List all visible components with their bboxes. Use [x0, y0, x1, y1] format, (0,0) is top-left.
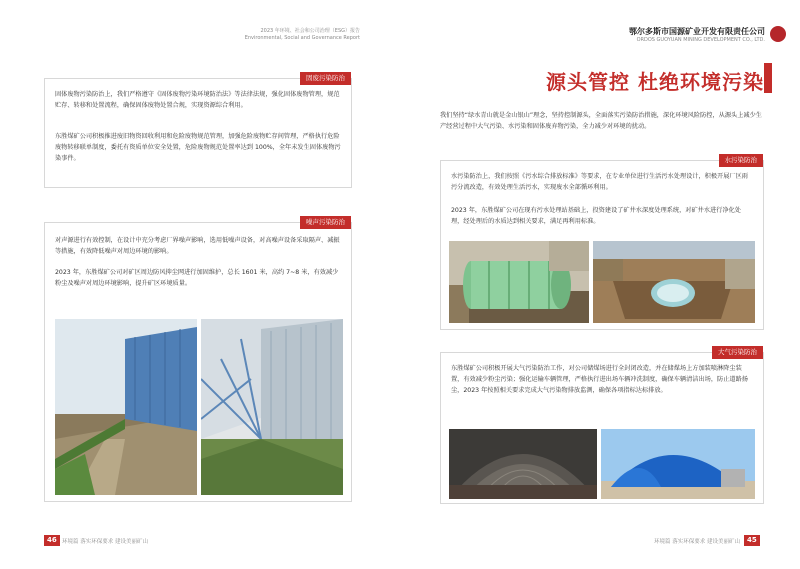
report-header-left [140, 28, 360, 42]
company-logo-icon [770, 26, 786, 42]
noise-body: 对声源进行有效控制，在设计中充分考虑厂界噪声影响，选用低噪声设备，对高噪声设备采取隔声、减振等措施，有效降低噪声对周边环境的影响。 [55, 237, 340, 255]
water-tank-photo [449, 241, 589, 323]
water-card-tab: 水污染防治 [719, 154, 764, 167]
section-title-accent-bar [764, 63, 772, 93]
buried-tank-photo [593, 241, 755, 323]
solid-waste-card-tab: 固废污染防治 [300, 72, 351, 85]
air-card-tab: 大气污染防治 [712, 346, 763, 359]
page-number-right: 45 [744, 535, 760, 546]
windbreak-fence-photo-2 [201, 319, 343, 495]
coal-dome-exterior-photo [601, 429, 755, 499]
noise-card [44, 218, 352, 502]
report-title-cn: 2023 年环境、社会和公司治理（ESG）报告 [260, 28, 360, 34]
company-header [480, 26, 765, 43]
coal-shed-interior-photo [449, 429, 597, 499]
section-title: 源头管控 杜绝环境污染 [546, 70, 764, 94]
section-intro: 我们坚持“绿水青山就是金山银山”理念，坚持控制源头，全面落实污染防治措施，深化环境风险防控，从源头上减少生产经营过程中大气污染、水污染和固体废弃物污染，全力减少对环境的扰动。 [440, 112, 762, 130]
right-footer-label: 环境篇 落实环保要求 建设美丽矿山 [654, 539, 740, 545]
solid-waste-body-2: 东胜煤矿公司积极推进废旧物资回收利用和危险废物规范管理，加强危险废物贮存间管理，严格执行危险废物转移联单制度，委托有资质单位安全处置，危险废物规范处置率达到 100%，全年未发生固体废物污染事件。 [55, 133, 341, 162]
report-title-en: Environmental, Social and Governance Report [244, 35, 360, 41]
windbreak-fence-photo-1 [55, 319, 197, 495]
solid-waste-body: 固体废物污染防治上，我们严格遵守《固体废物污染环境防治法》等法律法规，强化固体废物管理，规范贮存、转移和处置流程，确保固体废物处置合规，实现资源综合利用。 [55, 91, 340, 109]
page-number-left: 46 [44, 535, 60, 546]
air-body: 东胜煤矿公司积极开展大气污染防治工作，对公司储煤场进行全封闭改造，并在储煤场上方加装喷淋降尘装置，有效减少粉尘污染；强化运输车辆管理，严格执行进出场车辆冲洗制度，确保车辆清洁出场，防止道路扬尘，2023 年按照相关要求完成大气污染物排放监测，确保各项指标达标排放。 [451, 365, 748, 394]
air-pollution-card [440, 348, 764, 504]
noise-body-2: 2023 年，东胜煤矿公司对矿区周边防风抑尘网进行加固维护，总长 1601 米，高约 7~8 米，有效减少粉尘及噪声对周边环境影响，提升矿区环境质量。 [55, 269, 339, 287]
company-sub: ORDOS GUOYUAN MINING DEVELOPMENT CO., LTD. [636, 37, 765, 43]
company-name: 鄂尔多斯市国源矿业开发有限责任公司 [629, 27, 765, 36]
left-footer-label: 环境篇 落实环保要求 建设美丽矿山 [62, 539, 148, 545]
solid-waste-card [44, 74, 352, 188]
water-body: 水污染防治上，我们按照《污水综合排放标准》等要求，在专业单位进行生活污水处理设计，积极开展厂区雨污分流改造，有效处理生活污水，实现废水全部循环利用。 [451, 173, 748, 191]
water-body-2: 2023 年，东胜煤矿公司在现有污水处理站基础上，投资建设了矿井水深度处理系统，对矿井水进行净化处理，经处理后的水质达到相关要求，满足再利用标准。 [451, 207, 741, 225]
noise-card-tab: 噪声污染防治 [300, 216, 351, 229]
water-pollution-card [440, 156, 764, 330]
